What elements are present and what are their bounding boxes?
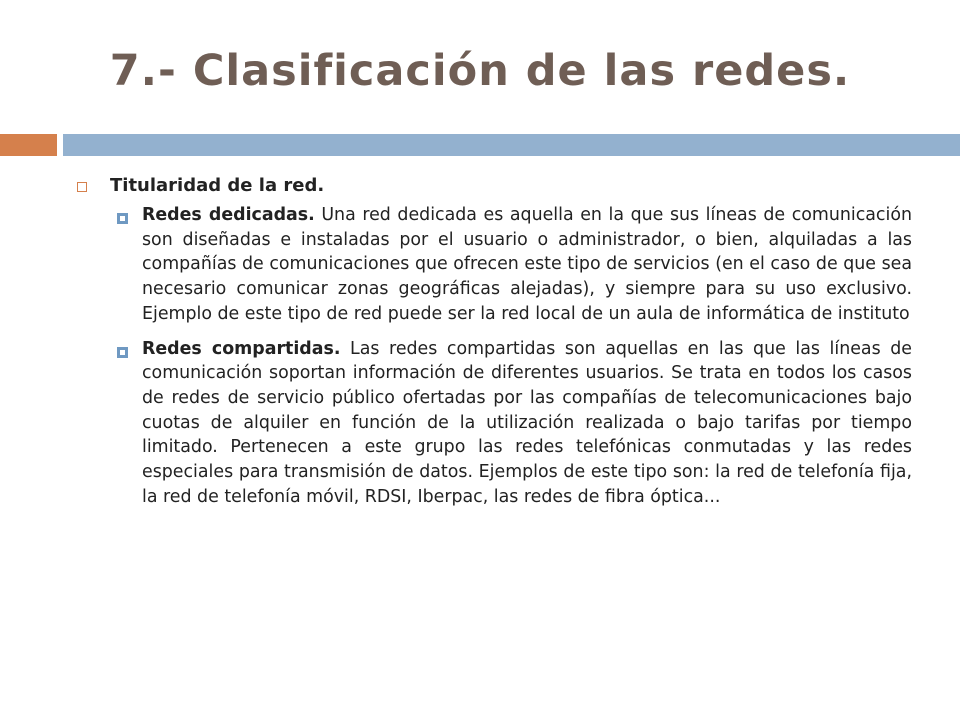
accent-bar-blue bbox=[63, 134, 960, 156]
term-dedicated-networks: Redes dedicadas. bbox=[142, 205, 315, 225]
section-heading: Titularidad de la red. bbox=[110, 175, 325, 196]
bullet-item-dedicated-networks bbox=[117, 203, 912, 327]
slide-content bbox=[72, 171, 912, 519]
bullet-item-shared-networks bbox=[117, 337, 912, 510]
accent-bar-orange bbox=[0, 134, 57, 156]
filled-square-bullet-icon bbox=[117, 347, 128, 358]
paragraph-shared-networks bbox=[142, 337, 912, 510]
definition-dedicated-networks: Una red dedicada es aquella en la que sus líneas de comunicación son diseñadas e instaladas por el usuario o administrador, o bien, alquiladas a las compañías de comunicaciones que ofrecen este tipo de servicios (en el caso de que sea necesario comunicar zonas geográficas alejadas), y siempre para su uso exclusivo. Ejemplo de este tipo de red puede ser la red local de un aula de informática de instituto bbox=[142, 205, 912, 324]
paragraph-dedicated-networks bbox=[142, 203, 912, 327]
filled-square-bullet-icon bbox=[117, 213, 128, 224]
slide-title: 7.- Clasificación de las redes. bbox=[109, 46, 851, 96]
bullet-level-1 bbox=[72, 171, 912, 201]
square-bullet-icon bbox=[77, 182, 87, 192]
definition-shared-networks: Las redes compartidas son aquellas en las que las líneas de comunicación soportan información de diferentes usuarios. Se trata en todos los casos de redes de servicio público ofertadas por las compañías de telecomunicaciones bajo cuotas de alquiler en función de la utilización realizada o bajo tarifas por tiempo limitado. Pertenecen a este grupo las redes telefónicas conmutadas y las redes especiales para transmisión de datos. Ejemplos de este tipo son: la red de telefonía fija, la red de telefonía móvil, RDSI, Iberpac, las redes de fibra óptica... bbox=[142, 338, 912, 507]
term-shared-networks: Redes compartidas. bbox=[142, 338, 341, 359]
